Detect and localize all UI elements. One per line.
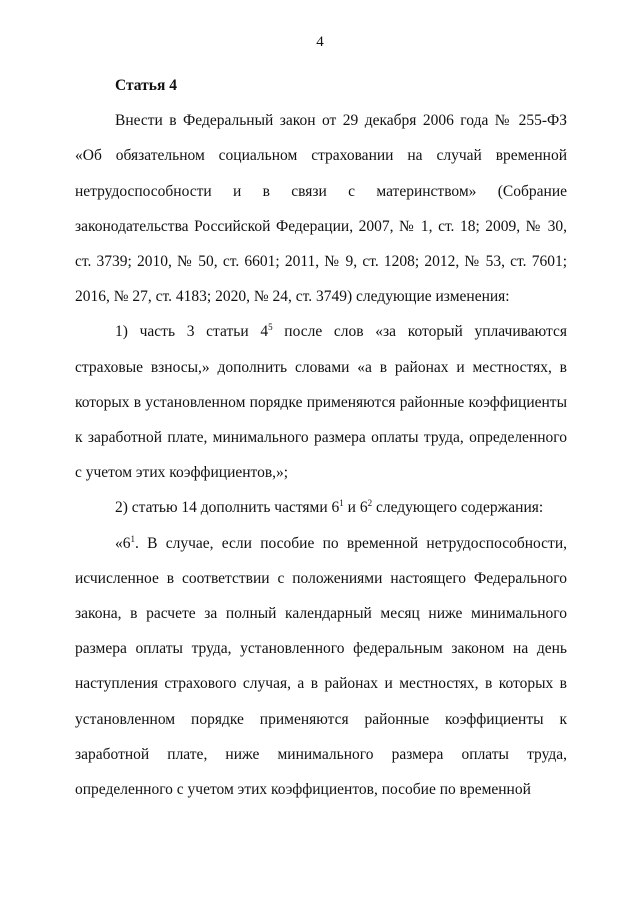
- amendment-item-1: [75, 314, 567, 490]
- part-6-1-body: . В случае, если пособие по временной нетрудоспособности, исчисленное в соответствии с положениями настоящего Федерального закона, в расчете за полный календарный месяц ниже минимального размера оплаты труда, установленного федеральным законом на день наступления страхового случая, а в районах и местностях, в которых в установленном порядке применяются районные коэффициенты к заработной плате, ниже минимального размера оплаты труда, определенного с учетом этих коэффициентов, пособие по временной: [75, 534, 567, 799]
- item-1-superscript: 5: [268, 322, 273, 333]
- amendment-item-2: [75, 490, 567, 525]
- item-2-text-c: следующего содержания:: [372, 499, 544, 517]
- article-intro-paragraph: Внести в Федеральный закон от 29 декабря 2006 года № 255-ФЗ «Об обязательном социальном страховании на случай временной нетрудоспособности и в связи с материнством» (Собрание законодательства Российской Федерации, 2007, № 1, ст. 18; 2009, № 30, ст. 3739; 2010, № 50, ст. 6601; 2011, № 9, ст. 1208; 2012, № 53, ст. 7601; 2016, № 27, ст. 4183; 2020, № 24, ст. 3749) следующие изменения:: [75, 112, 567, 306]
- article-heading: Статья 4: [115, 77, 177, 94]
- item-2-superscript-a: 1: [339, 498, 344, 509]
- document-body: [75, 68, 567, 807]
- new-part-6-1-paragraph: [75, 526, 567, 808]
- item-1-text-start: 1) часть 3 статьи 4: [115, 323, 269, 341]
- item-2-text-b: и 6: [343, 499, 368, 517]
- item-2-text-a: 2) статью 14 дополнить частями 6: [115, 499, 340, 517]
- part-6-1-superscript: 1: [130, 533, 135, 544]
- page-number: 4: [316, 34, 324, 50]
- item-1-text-end: после слов «за который уплачиваются страховые взносы,» дополнить словами «а в районах и местностях, в которых в установленном порядке применяются районные коэффициенты к заработной плате, минимального размера оплаты труда, определенного с учетом этих коэффициентов,»;: [75, 323, 567, 482]
- part-6-1-prefix: «6: [115, 534, 131, 552]
- item-2-superscript-b: 2: [367, 498, 373, 509]
